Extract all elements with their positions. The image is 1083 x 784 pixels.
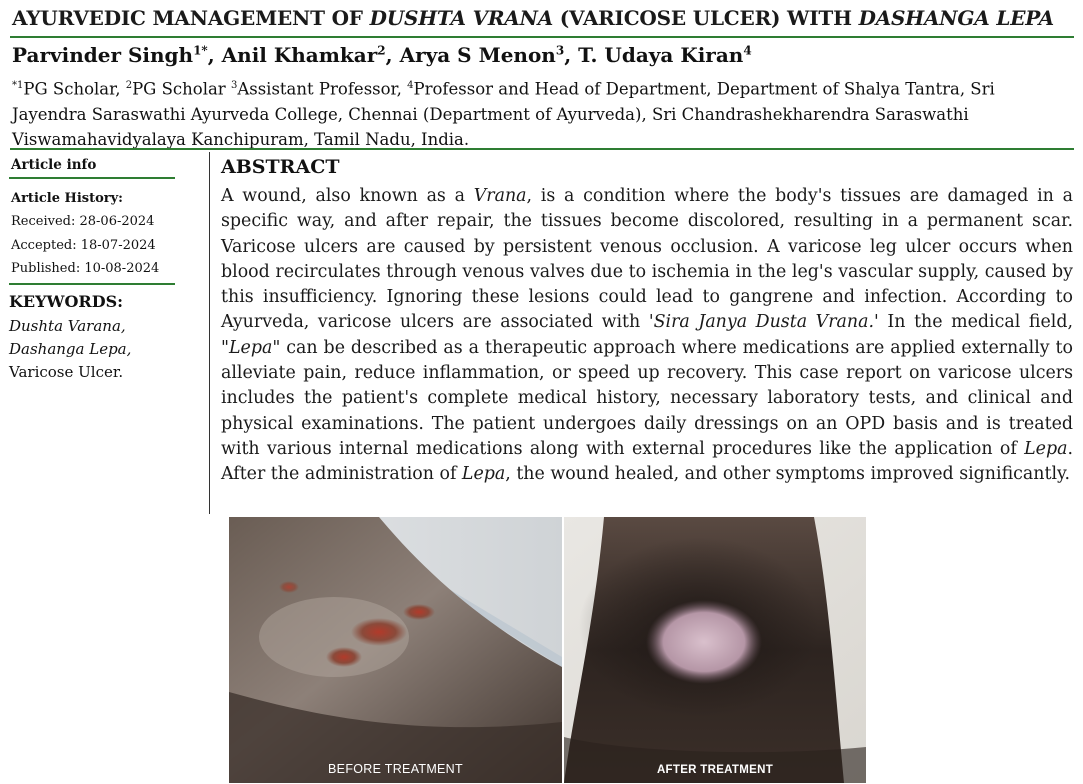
author-mark: 1* bbox=[193, 43, 208, 58]
keyword bbox=[9, 315, 175, 338]
author-list: Parvinder Singh$^{1*}$, Anil Khamkar$^2$, Arya S Menon$^3$, T. Udaya Kiran$^4$ bbox=[12, 43, 752, 67]
received-date: Received: 28-06-2024 bbox=[11, 214, 155, 229]
paper-title bbox=[12, 6, 1072, 30]
keyword-text: Dushta Varana, bbox=[9, 316, 126, 335]
after-treatment-caption: AFTER TREATMENT bbox=[656, 764, 774, 776]
article-history-label: Article History: bbox=[11, 191, 123, 206]
affiliations bbox=[12, 73, 1072, 152]
title-part: DUSHTA VRANA bbox=[369, 6, 554, 30]
keyword-text: Dashanga Lepa, bbox=[9, 339, 132, 358]
abstract-heading: ABSTRACT bbox=[221, 156, 340, 178]
treatment-figure bbox=[229, 517, 866, 783]
abstract-segment: , is a condition where the body's tissues are damaged in a specific way, and after repair, the tissues become discolored, resulting in a permanent scar. Varicose ulcers are caused by persistent venous occlusion. A varicose leg ulcer occurs when blood recirculates through venous valves due to ischemia in the leg's vascular supply, caused by this insufficiency. Ignoring these lesions could lead to gangrene and infection. According to Ayurveda, varicose ulcers are associated with bbox=[221, 186, 1073, 333]
author-mark: 3 bbox=[555, 43, 565, 58]
author-mark: 4 bbox=[743, 43, 752, 58]
affil-mark: 4 bbox=[407, 80, 414, 91]
abstract-segment: . After the administration of bbox=[221, 438, 1073, 485]
abstract-segment: A wound, also known as a bbox=[221, 186, 474, 206]
abstract-segment: Lepa bbox=[461, 464, 506, 485]
affil-mark: 2 bbox=[125, 80, 133, 91]
affil-mark: 3 bbox=[230, 80, 238, 91]
before-treatment-image bbox=[229, 517, 562, 783]
after-treatment-image bbox=[564, 517, 866, 783]
author-name: Anil Khamkar bbox=[221, 43, 378, 67]
column-divider bbox=[209, 152, 210, 514]
affil-text: PG Scholar bbox=[132, 79, 231, 99]
published-date: Published: 10-08-2024 bbox=[11, 261, 160, 276]
title-part: AYURVEDIC MANAGEMENT OF bbox=[12, 6, 370, 30]
header-divider bbox=[10, 148, 1074, 150]
before-treatment-photo bbox=[229, 517, 562, 783]
affil-mark: *1 bbox=[12, 80, 24, 91]
abstract-segment: Lepa bbox=[1024, 438, 1068, 459]
abstract-segment: 'Sira Janya Dusta Vrana.' bbox=[648, 312, 879, 333]
title-divider bbox=[10, 36, 1074, 38]
abstract-segment: Vrana bbox=[473, 186, 527, 206]
title-part: (VARICOSE ULCER) WITH bbox=[553, 6, 859, 30]
affil-text: Professor and Head of Department, Department of Shalya Tantra, Sri Jayendra Saraswathi Ayurveda College, Chennai (Department of Ayurveda), Sri Chandrashekharendra Saraswathi Viswamahavidyalaya Kanchipuram, Tamil Nadu, India. bbox=[12, 79, 995, 149]
author-name: T. Udaya Kiran bbox=[578, 43, 744, 67]
keyword-text: Varicose Ulcer. bbox=[9, 362, 124, 381]
affil-text: PG Scholar, bbox=[23, 79, 126, 99]
keyword bbox=[9, 361, 175, 384]
accepted-date: Accepted: 18-07-2024 bbox=[11, 237, 156, 253]
author-name: Arya S Menon bbox=[399, 43, 556, 67]
after-treatment-photo bbox=[564, 517, 866, 783]
abstract-segment: "Lepa" bbox=[221, 337, 281, 358]
title-part: DASHANGA LEPA bbox=[858, 6, 1054, 30]
keyword bbox=[9, 338, 175, 361]
abstract-segment: can be described as a therapeutic approach where medications are applied externally to alleviate pain, reduce inflammation, or speed up recovery. This case report on varicose ulcers includes the patient's complete medical history, necessary laboratory tests, and clinical and physical examinations. The patient undergoes daily dressings on an OPD basis and is treated with various internal medications along with external procedures like the application of bbox=[221, 337, 1073, 459]
keywords-heading: KEYWORDS: bbox=[9, 291, 124, 311]
abstract-segment: , the wound healed, and other symptoms improved significantly. bbox=[505, 464, 1071, 485]
author-name: Parvinder Singh bbox=[12, 43, 194, 67]
author-mark: 2 bbox=[377, 43, 386, 58]
abstract-segment: In the medical field, bbox=[878, 312, 1073, 333]
affil-text: Assistant Professor, bbox=[237, 79, 408, 99]
article-info-heading: Article info bbox=[11, 157, 97, 173]
before-treatment-caption: BEFORE TREATMENT bbox=[328, 762, 463, 776]
abstract-body bbox=[221, 184, 1073, 488]
article-info-sidebar bbox=[9, 154, 175, 384]
